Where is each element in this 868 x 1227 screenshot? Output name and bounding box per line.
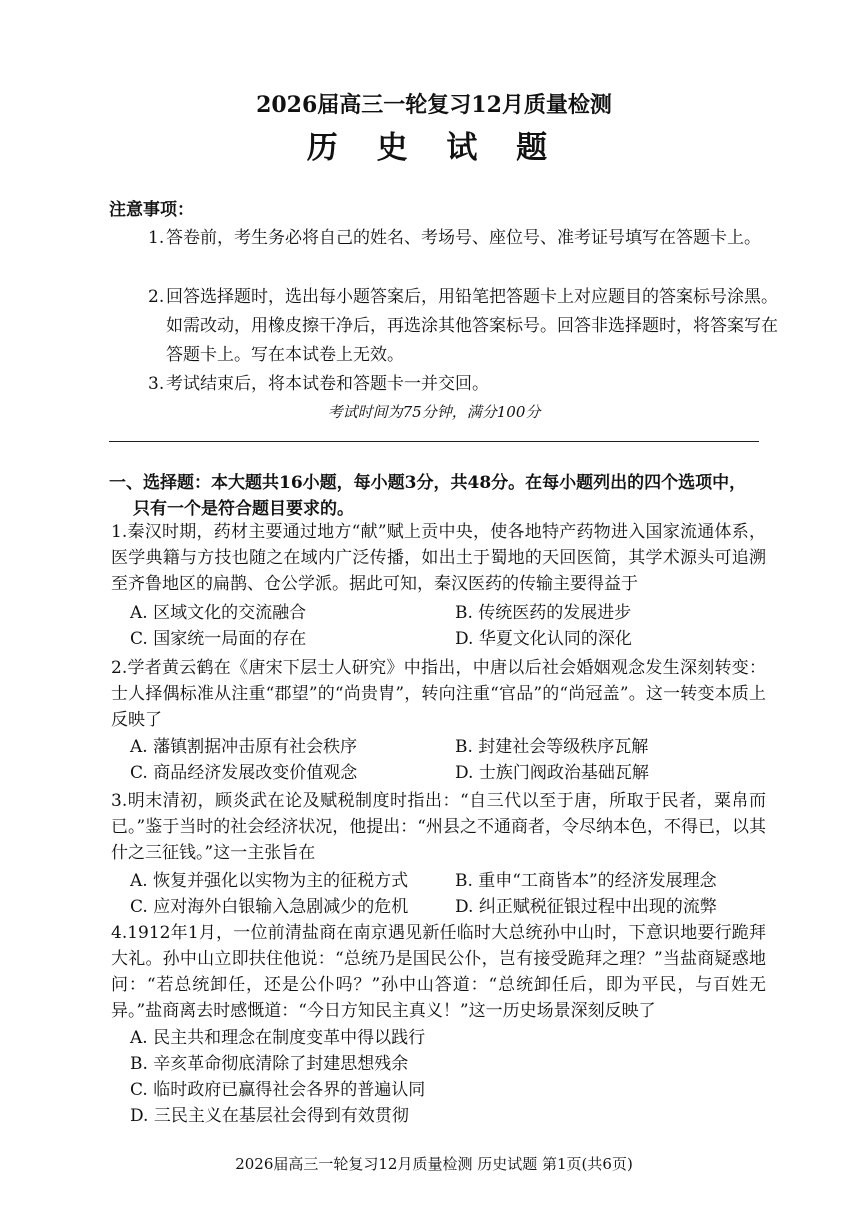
- option-b: B. 传统医药的发展进步: [455, 603, 632, 623]
- notice-item-number: 1.: [148, 228, 165, 248]
- notice-item-text: 答卷前，考生务必将自己的姓名、考场号、座位号、准考证号填写在答题卡上。: [166, 228, 761, 248]
- section-heading: [109, 470, 769, 522]
- option-b: B. 封建社会等级秩序瓦解: [455, 737, 649, 757]
- divider-line: [109, 441, 759, 442]
- section-heading-line-1: 一、选择题：本大题共16小题，每小题3分，共48分。在每小题列出的四个选项中，: [109, 473, 747, 493]
- question-stem: 4.1912年1月，一位前清盐商在南京遇见新任临时大总统孙中山时，下意识地要行跪拜大礼。孙中山立即扶住他说：“总统乃是国民公仆，岂有接受跪拜之理？”当盐商疑惑地问：“若总统卸任，还是公仆吗？”孙中山答道：“总统卸任后，即为平民，与百姓无异。”盐商离去时感慨道：“今日方知民主真义！”这一历史场景深刻反映了: [111, 923, 766, 1021]
- notice-item-number: 3.: [148, 374, 165, 394]
- exam-time-note: 考试时间为75分钟，满分100分: [327, 403, 541, 421]
- question-2: [111, 655, 766, 733]
- question-4-options: [130, 1025, 770, 1129]
- notice-item-text: 回答选择题时，选出每小题答案后，用铅笔把答题卡上对应题目的答案标号涂黑。如需改动，用橡皮擦干净后，再选涂其他答案标号。回答非选择题时，将答案写在答题卡上。写在本试卷上无效。: [166, 287, 778, 365]
- option-d: D. 华夏文化认同的深化: [455, 629, 632, 649]
- option-b: B. 重申“工商皆本”的经济发展理念: [455, 871, 717, 891]
- question-stem: 2.学者黄云鹤在《唐宋下层士人研究》中指出，中唐以后社会婚姻观念发生深刻转变：士人择偶标准从注重“郡望”的“尚贵胄”，转向注重“官品”的“尚冠盖”。这一转变本质上反映了: [111, 658, 766, 730]
- option-c: C. 应对海外白银输入急剧减少的危机: [130, 897, 409, 917]
- question-3: [111, 788, 766, 866]
- notice-item-text: 考试结束后，将本试卷和答题卡一并交回。: [166, 374, 489, 394]
- notice-item-2: [148, 283, 788, 370]
- option-c: C. 商品经济发展改变价值观念: [130, 763, 358, 783]
- exam-subtitle: 2026届高三一轮复习12月质量检测: [256, 92, 612, 118]
- notice-heading: 注意事项：: [109, 200, 194, 220]
- section-heading-line-2: 只有一个是符合题目要求的。: [133, 499, 354, 519]
- page-footer: 2026届高三一轮复习12月质量检测 历史试题 第1页(共6页): [235, 1155, 633, 1173]
- option-d: D. 三民主义在基层社会得到有效贯彻: [130, 1106, 409, 1126]
- question-4: [111, 920, 766, 1024]
- option-b: B. 辛亥革命彻底清除了封建思想残余: [130, 1054, 409, 1074]
- question-stem: 3.明末清初，顾炎武在论及赋税制度时指出：“自三代以至于唐，所取于民者，粟帛而已。”鉴于当时的社会经济状况，他提出：“州县之不通商者，令尽纳本色，不得已，以其什之三征钱。”这一主张旨在: [111, 791, 766, 863]
- option-a: A. 民主共和理念在制度变革中得以践行: [130, 1028, 426, 1048]
- option-a: A. 区域文化的交流融合: [130, 603, 307, 623]
- option-a: A. 藩镇割据冲击原有社会秩序: [130, 737, 358, 757]
- question-1: [111, 519, 766, 597]
- question-3-options: [130, 868, 770, 920]
- notice-item-number: 2.: [148, 287, 165, 307]
- notice-item-1: [148, 224, 788, 253]
- question-stem: 1.秦汉时期，药材主要通过地方“献”赋上贡中央，使各地特产药物进入国家流通体系，医学典籍与方技也随之在域内广泛传播，如出土于蜀地的天回医简，其学术源头可追溯至齐鲁地区的扁鹊、仓公学派。据此可知，秦汉医药的传输主要得益于: [111, 522, 766, 594]
- option-c: C. 国家统一局面的存在: [130, 629, 307, 649]
- exam-title: 历 史 试 题: [306, 130, 562, 166]
- question-2-options: [130, 734, 770, 786]
- question-1-options: [130, 600, 770, 652]
- option-d: D. 士族门阀政治基础瓦解: [455, 763, 649, 783]
- notice-item-3: [148, 370, 788, 399]
- option-a: A. 恢复并强化以实物为主的征税方式: [130, 871, 409, 891]
- option-d: D. 纠正赋税征银过程中出现的流弊: [455, 897, 717, 917]
- option-c: C. 临时政府已赢得社会各界的普遍认同: [130, 1080, 426, 1100]
